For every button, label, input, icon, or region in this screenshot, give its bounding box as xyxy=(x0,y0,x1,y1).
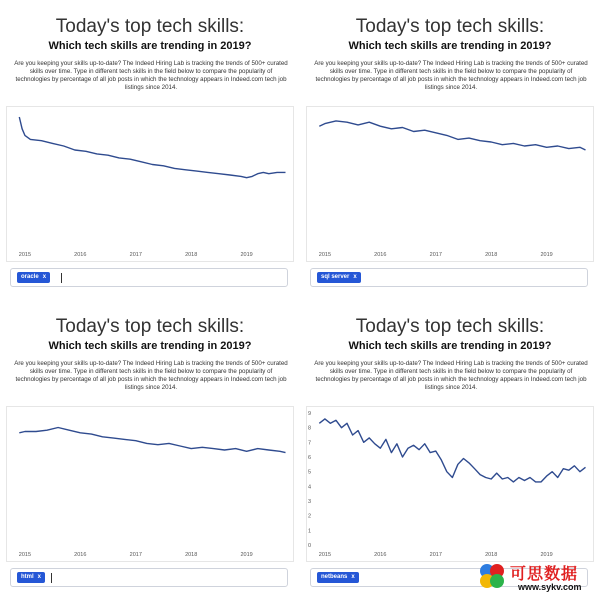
x-tick-label: 2017 xyxy=(429,252,442,258)
trend-chart xyxy=(306,406,594,562)
x-tick-label: 2019 xyxy=(540,252,553,258)
y-tick-label: 2 xyxy=(308,513,312,520)
panel-sql-server xyxy=(300,0,600,300)
x-tick-label: 2015 xyxy=(18,552,32,558)
y-tick-label: 5 xyxy=(308,469,312,476)
skill-tag-label: html xyxy=(21,574,34,580)
page-title: Today's top tech skills: xyxy=(355,316,545,337)
skill-tag-label: oracle xyxy=(21,274,39,280)
y-tick-label: 7 xyxy=(308,440,312,447)
y-tick-label: 8 xyxy=(308,425,312,432)
watermark-name: 可思数据 xyxy=(510,566,579,583)
x-tick-label: 2015 xyxy=(318,252,332,258)
skill-tag[interactable] xyxy=(17,572,45,583)
x-tick-label: 2017 xyxy=(429,552,442,558)
trend-chart xyxy=(6,406,294,562)
y-tick-label: 9 xyxy=(308,411,312,417)
text-caret xyxy=(51,573,52,583)
page-subtitle: Which tech skills are trending in 2019? xyxy=(48,340,252,352)
page-title: Today's top tech skills: xyxy=(355,16,545,37)
description-text: Are you keeping your skills up-to-date? The Indeed Hiring Lab is tracking the trends of 500+ curated skills over time. Type in different tech skills in the field below to compare the popularity of technologies by percentage of all job posts in which the technology appears in Indeed.com tech job listings since 2014. xyxy=(14,360,288,391)
x-tick-label: 2017 xyxy=(129,252,142,258)
skill-search-input[interactable] xyxy=(310,268,588,287)
x-tick-label: 2018 xyxy=(185,252,198,258)
watermark-logo xyxy=(478,560,596,596)
y-tick-label: 6 xyxy=(308,455,312,461)
tag-remove-icon[interactable]: x xyxy=(42,274,47,280)
x-tick-label: 2019 xyxy=(540,552,553,558)
skill-tag-label: netbeans xyxy=(321,574,348,580)
x-tick-label: 2016 xyxy=(74,552,87,558)
description-text: Are you keeping your skills up-to-date? The Indeed Hiring Lab is tracking the trends of 500+ curated skills over time. Type in different tech skills in the field below to compare the popularity of technologies by percentage of all job posts in which the technology appears in Indeed.com tech job listings since 2014. xyxy=(314,360,588,391)
logo-icon xyxy=(478,562,506,590)
x-tick-label: 2016 xyxy=(374,252,387,258)
tag-remove-icon[interactable]: x xyxy=(37,574,42,580)
x-tick-label: 2015 xyxy=(318,552,332,558)
trend-chart-svg xyxy=(307,407,595,563)
page-subtitle: Which tech skills are trending in 2019? xyxy=(348,40,552,52)
x-tick-label: 2019 xyxy=(240,252,253,258)
y-tick-label: 4 xyxy=(308,484,312,491)
skill-tag[interactable] xyxy=(317,272,361,283)
series-line-sql-server xyxy=(319,121,585,150)
page-title: Today's top tech skills: xyxy=(55,16,245,37)
watermark-url: www.sykv.com xyxy=(518,582,582,592)
series-line-netbeans xyxy=(319,419,585,482)
x-tick-label: 2018 xyxy=(485,552,498,558)
page-subtitle: Which tech skills are trending in 2019? xyxy=(348,340,552,352)
trend-chart-svg xyxy=(7,107,295,263)
trend-chart xyxy=(6,106,294,262)
panel-oracle xyxy=(0,0,300,300)
x-tick-label: 2017 xyxy=(129,552,142,558)
x-tick-label: 2019 xyxy=(240,552,253,558)
page-subtitle: Which tech skills are trending in 2019? xyxy=(48,40,252,52)
text-caret xyxy=(61,273,62,283)
x-tick-label: 2016 xyxy=(74,252,87,258)
tag-remove-icon[interactable]: x xyxy=(351,574,355,580)
x-tick-label: 2015 xyxy=(18,252,32,258)
description-text: Are you keeping your skills up-to-date? The Indeed Hiring Lab is tracking the trends of 500+ curated skills over time. Type in different tech skills in the field below to compare the popularity of technologies by percentage of all job posts in which the technology appears in Indeed.com tech job listings since 2014. xyxy=(314,60,588,91)
skill-search-input[interactable] xyxy=(10,268,288,287)
x-tick-label: 2018 xyxy=(485,252,498,258)
trend-chart-svg xyxy=(7,407,295,563)
series-line-html xyxy=(19,428,285,453)
panel-netbeans xyxy=(300,300,600,600)
series-line-oracle xyxy=(19,117,285,178)
trend-chart-svg xyxy=(307,107,595,263)
trend-chart xyxy=(306,106,594,262)
y-tick-label: 0 xyxy=(308,543,312,549)
description-text: Are you keeping your skills up-to-date? The Indeed Hiring Lab is tracking the trends of 500+ curated skills over time. Type in different tech skills in the field below to compare the popularity of technologies by percentage of all job posts in which the technology appears in Indeed.com tech job listings since 2014. xyxy=(14,60,288,91)
y-tick-label: 1 xyxy=(308,528,312,535)
panel-html xyxy=(0,300,300,600)
y-tick-label: 3 xyxy=(308,499,312,505)
tag-remove-icon[interactable]: x xyxy=(353,274,357,280)
skill-tag[interactable] xyxy=(317,572,359,583)
skill-tag[interactable] xyxy=(17,272,50,283)
x-tick-label: 2018 xyxy=(185,552,198,558)
skill-tag-label: sql server xyxy=(321,274,350,280)
skill-search-input[interactable] xyxy=(10,568,288,587)
page-title: Today's top tech skills: xyxy=(55,316,245,337)
x-tick-label: 2016 xyxy=(374,552,387,558)
